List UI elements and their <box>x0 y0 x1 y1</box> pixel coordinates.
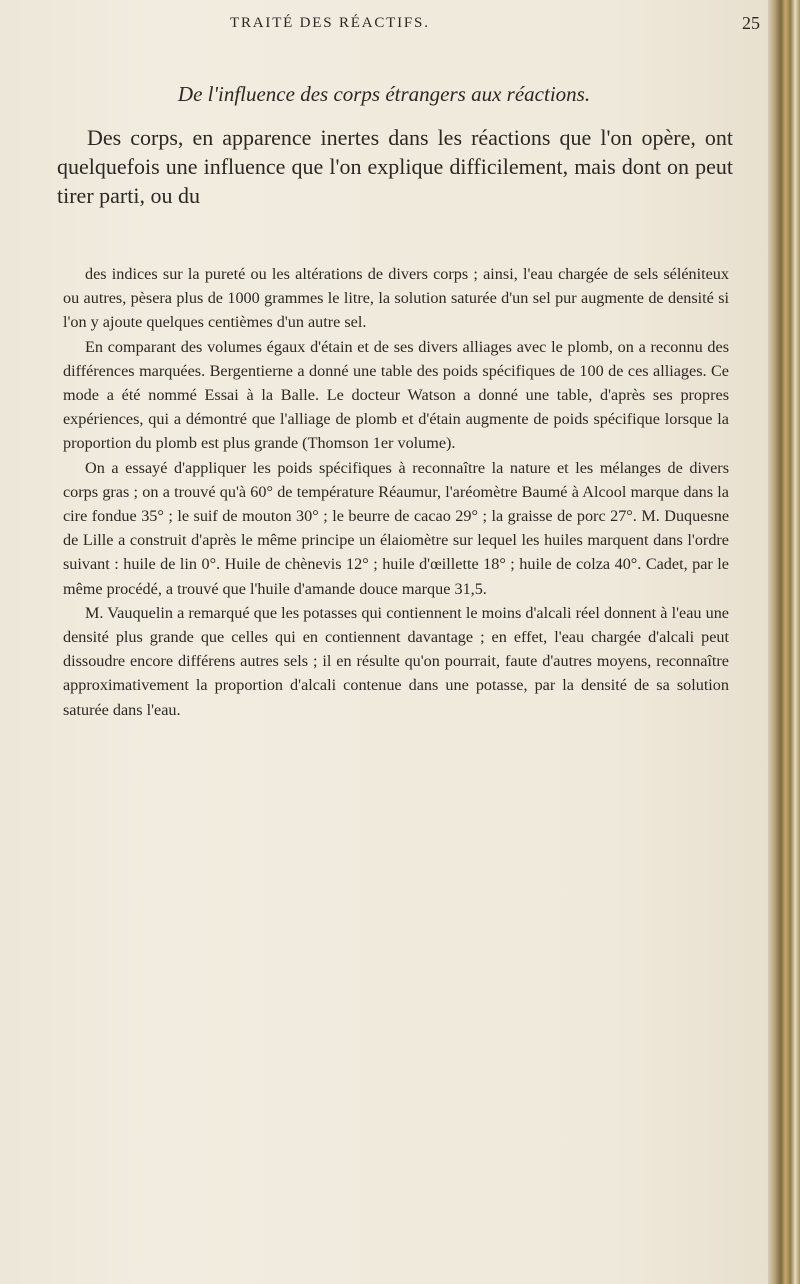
book-binding-edge <box>768 0 800 1284</box>
body-text <box>63 262 729 722</box>
running-head: TRAITÉ DES RÉACTIFS. <box>230 15 430 31</box>
section-title: De l'influence des corps étrangers aux réactions. <box>177 82 591 106</box>
paragraph-1: des indices sur la pureté ou les altérations de divers corps ; ainsi, l'eau chargée de sels séléniteux ou autres, pèsera plus de 1000 grammes le litre, la solution saturée d'un sel pur augmente de densité si l'on y ajoute quelques centièmes d'un autre sel. <box>63 265 729 332</box>
lead-paragraph: Des corps, en apparence inertes dans les réactions que l'on opère, ont quelquefois une influence que l'on explique difficilement, mais dont on peut tirer parti, ou du <box>57 125 733 208</box>
page-header <box>230 13 770 39</box>
page-number: 25 <box>742 13 760 33</box>
section-divider <box>0 225 768 226</box>
paragraph-3: On a essayé d'appliquer les poids spécifiques à reconnaître la nature et les mélanges de divers corps gras ; on a trouvé qu'à 60° de température Réaumur, l'aréomètre Baumé à Alcool marque dans la cire fondue 35° ; le suif de mouton 30° ; le beurre de cacao 29° ; la graisse de porc 27°. M. Duquesne de Lille a construit d'après le même principe un élaiomètre sur lequel les huiles marquent dans l'ordre suivant : huile de lin 0°. Huile de chènevis 12° ; huile d'œillette 18° ; huile de colza 40°. Cadet, par le même procédé, a trouvé que l'huile d'amande douce marque 31,5. <box>63 458 729 598</box>
paragraph-4: M. Vauquelin a remarqué que les potasses qui contiennent le moins d'alcali réel donnent à l'eau une densité plus grande que celles qui en contiennent davantage ; en effet, l'eau chargée d'alcali peut dissoudre encore différens autres sels ; il en résulte qu'on pourrait, faute d'autres moyens, reconnaître approximativement la proportion d'alcali contenue dans une potasse, par la densité de sa solution saturée dans l'eau. <box>63 603 729 719</box>
paragraph-2: En comparant des volumes égaux d'étain et de ses divers alliages avec le plomb, on a reconnu des différences marquées. Bergentierne a donné une table des poids spécifiques de 100 de ces alliages. Ce mode a été nommé Essai à la Balle. Le docteur Watson a donné une table, d'après ses propres expériences, qui a démontré que l'alliage de plomb et d'étain augmente de poids spécifique lorsque la proportion du plomb est plus grande (Thomson 1er volume). <box>63 337 729 453</box>
